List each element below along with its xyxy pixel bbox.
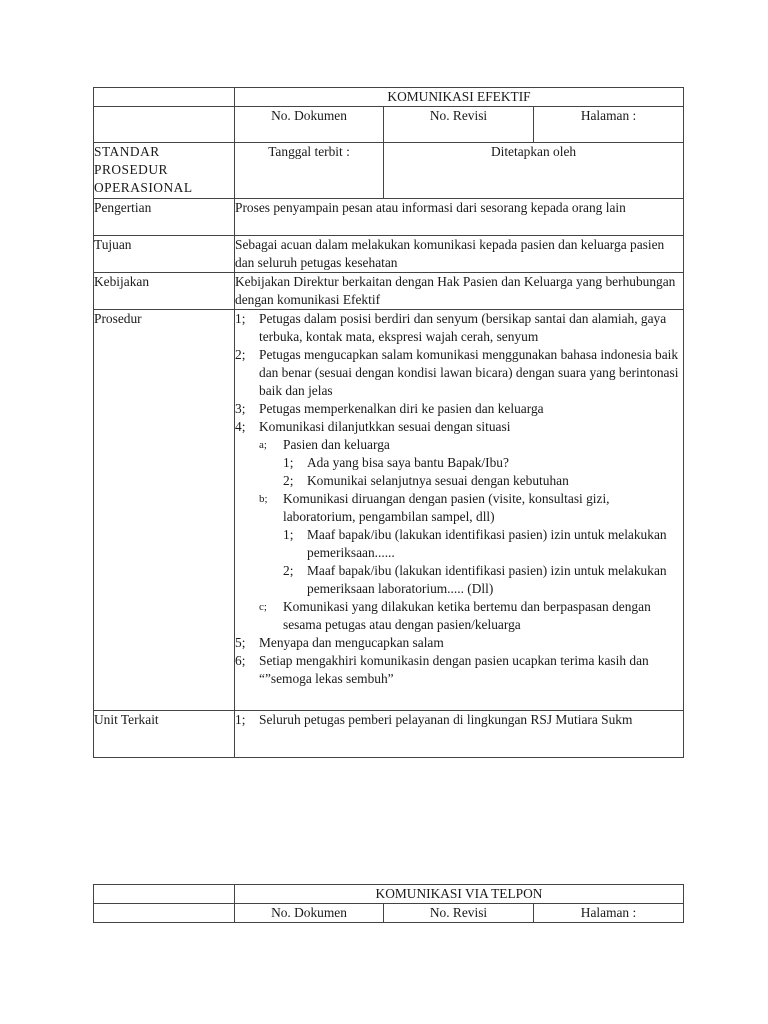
list-item: 4; Komunikasi dilanjutkkan sesuai dengan situasi xyxy=(235,419,511,434)
tujuan-text: Sebagai acuan dalam melakukan komunikasi kepada pasien dan keluarga pasien dan seluruh petugas kesehatan xyxy=(235,236,684,273)
prosedur-list xyxy=(235,310,684,711)
sub-list-item: a; Pasien dan keluarga xyxy=(259,437,390,452)
no-revisi-label: No. Revisi xyxy=(384,107,534,143)
sop-table-komunikasi-via-telpon xyxy=(93,884,684,923)
list-item: 6; Setiap mengakhiri komunikasin dengan pasien ucapkan terima kasih dan “”semoga lekas sembuh” xyxy=(235,653,649,686)
sub-sub-list-item: 2; Komunikai selanjutnya sesuai dengan kebutuhan xyxy=(283,473,569,488)
tanggal-terbit-label: Tanggal terbit : xyxy=(235,143,384,199)
pengertian-text: Proses penyampain pesan atau informasi dari sesorang kepada orang lain xyxy=(235,199,684,236)
empty-cell xyxy=(94,904,235,923)
halaman-label: Halaman : xyxy=(534,904,684,923)
list-item: 1; Seluruh petugas pemberi pelayanan di lingkungan RSJ Mutiara Sukm xyxy=(235,712,633,727)
tujuan-label: Tujuan xyxy=(94,236,235,273)
unit-terkait-text xyxy=(235,711,684,758)
empty-cell xyxy=(94,885,235,904)
list-item: 3; Petugas memperkenalkan diri ke pasien dan keluarga xyxy=(235,401,544,416)
spo-label: STANDAR PROSEDUR OPERASIONAL xyxy=(94,143,235,199)
list-item: 1; Petugas dalam posisi berdiri dan senyum (bersikap santai dan alamiah, gaya terbuka, kontak mata, ekspresi wajah cerah, senyum xyxy=(235,311,667,344)
list-item: 2; Petugas mengucapkan salam komunikasi menggunakan bahasa indonesia baik dan benar (sesuai dengan kondisi lawan bicara) dengan suara yang berintonasi baik dan jelas xyxy=(235,347,679,398)
list-item: 5; Menyapa dan mengucapkan salam xyxy=(235,635,444,650)
kebijakan-label: Kebijakan xyxy=(94,273,235,310)
empty-cell xyxy=(94,88,235,107)
unit-terkait-label: Unit Terkait xyxy=(94,711,235,758)
pengertian-label: Pengertian xyxy=(94,199,235,236)
sub-sub-list-item: 1; Maaf bapak/ibu (lakukan identifikasi pasien) izin untuk melakukan pemeriksaan...... xyxy=(283,527,667,560)
sub-list-item: c; Komunikasi yang dilakukan ketika bertemu dan berpaspasan dengan sesama petugas atau dengan pasien/keluarga xyxy=(259,599,651,632)
ditetapkan-label: Ditetapkan oleh xyxy=(384,143,684,199)
sub-list-item: b; Komunikasi diruangan dengan pasien (visite, konsultasi gizi, laboratorium, pengambilan sampel, dll) xyxy=(259,491,610,524)
halaman-label: Halaman : xyxy=(534,107,684,143)
no-revisi-label: No. Revisi xyxy=(384,904,534,923)
no-dokumen-label: No. Dokumen xyxy=(235,107,384,143)
empty-cell xyxy=(94,107,235,143)
document-title: KOMUNIKASI VIA TELPON xyxy=(235,885,684,904)
prosedur-label: Prosedur xyxy=(94,310,235,711)
document-title: KOMUNIKASI EFEKTIF xyxy=(235,88,684,107)
sop-table-komunikasi-efektif xyxy=(93,87,684,758)
kebijakan-text: Kebijakan Direktur berkaitan dengan Hak Pasien dan Keluarga yang berhubungan dengan komunikasi Efektif xyxy=(235,273,684,310)
no-dokumen-label: No. Dokumen xyxy=(235,904,384,923)
sub-sub-list-item: 2; Maaf bapak/ibu (lakukan identifikasi pasien) izin untuk melakukan pemeriksaan laboratorium..... (Dll) xyxy=(283,563,667,596)
sub-sub-list-item: 1; Ada yang bisa saya bantu Bapak/Ibu? xyxy=(283,455,509,470)
